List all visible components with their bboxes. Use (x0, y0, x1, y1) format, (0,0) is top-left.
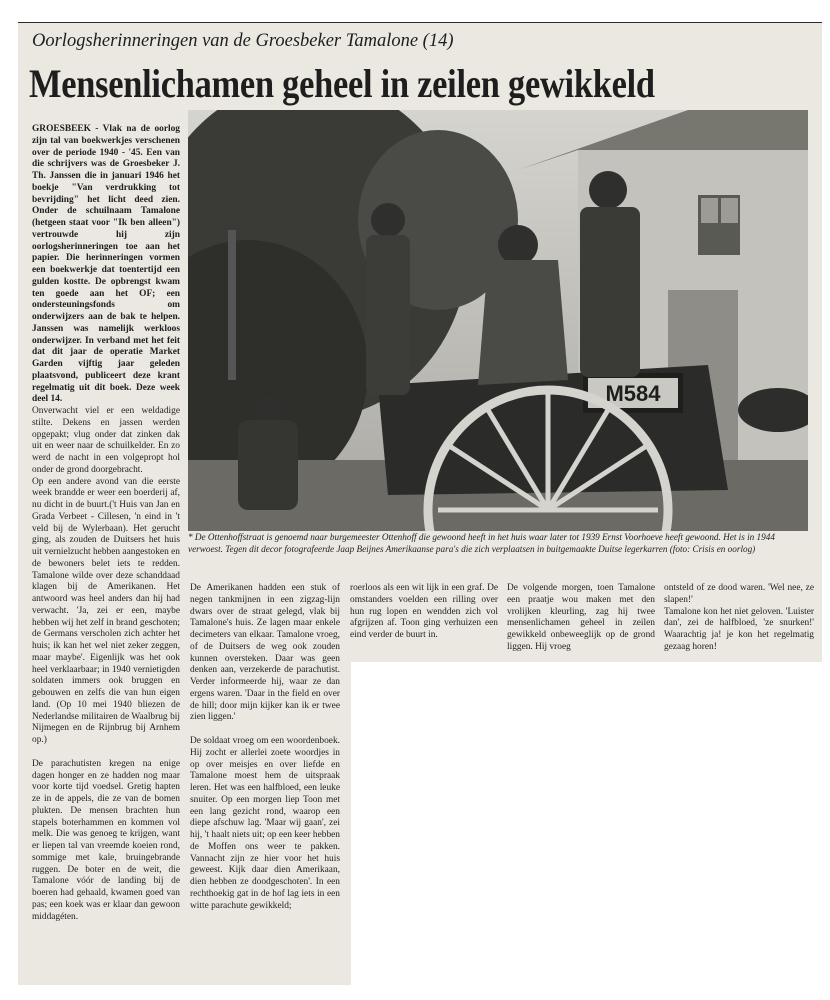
column-1 (32, 124, 180, 984)
col4-paragraph: De volgende morgen, toen Tamalone een praatje wou maken met den vrolijken kleurling, zag hij twee mensenlichamen geheel in zeilen gewikkeld onbeweeglijk op de grond liggen. Hij vroeg (507, 583, 655, 652)
col5-paragraph: ontsteld of ze dood waren. 'Wel nee, ze slapen!' (664, 583, 814, 605)
col5-paragraph: Tamalone kon het niet geloven. 'Luister dan', zei de halfbloed, 'ze snurken!' Waarachtig ja! je kon het regelmatig gezaag horen! (664, 606, 814, 652)
article-photo (188, 110, 808, 531)
col1-paragraph: Op een andere avond van die eerste week brandde er weer een boerderij af, nu dicht in de buurt.('t Huis van Jan en Grada Verbeet - Cillesen, 'n eind in 't veld bij de Wylerbaan). Het gerucht ging, als zouden de Duitsers het huis uit vernielzucht hebben aangestoken en de bewoners belet iets te redden. Tamalone wilde over deze schanddaad klagen bij de Amerikanen. Het antwoord was heel anders dan hij had verwacht. 'Ja, zei er een, maybe hebben wij het zelf in brand geschoten; de Germans verscholen zich achter het huis; ik kan het wel niet zeker zeggen, maar maybe'. Eigenlijk was het ook heel verklaarbaar; in 1940 vernietigden soldaten immers ook bruggen en gebouwen en zelfs die van hun eigen land. (Op 10 mei 1940 bliezen de Nederlandse militairen de Waalbrug bij Nijmegen en de Rijnbrug bij Arnhem op.) (32, 476, 180, 745)
col1-paragraph: De parachutisten kregen na enige dagen honger en ze hadden nog maar voor korte tijd voedsel. Gretig hapten ze in de appels, die ze van de bomen plukten. De mensen brachten hun stapels boterhammen en kommen vol melk. Die was genoeg te krijgen, want er liepen tal van vreemde koeien rond, sommige met kale, bruingebrande ruggen. De boter en de weit, die Tamalone vóór de landing bij de boeren had gehaald, kwamen goed van pas; een koek was er klaar dan gewoon middagéten. (32, 758, 180, 922)
col2-paragraph-a: De Amerikanen hadden een stuk of negen tankmijnen in een zigzag-lijn dwars over de straat gelegd, vlak bij Tamalone's huis. Ze lagen maar enkele decimeters van elkaar. Tamalone vroeg, of de Duitsers de weg ook zouden kunnen oversteken. Daar was geen denken aan, verzekerde de parachutist. Verder informeerde hij, waar ze dan ergens waren. 'Daar in the field en over de hill; door mijn kijker kan ik er twee zien liggen.' (190, 583, 340, 723)
col3-paragraph: roerloos als een wit lijk in een graf. De omstanders voelden een rilling over hun rug lopen en wendden zich vol afgrijzen af. Toon ging verhuizen een eind verder de buurt in. (350, 583, 498, 640)
article-kicker: Oorlogsherinneringen van de Groesbeker Tamalone (14) (32, 31, 454, 51)
cart-plate: M584 (605, 381, 661, 406)
column-4 (507, 583, 655, 663)
col2-paragraph-b: De soldaat vroeg om een woordenboek. Hij zocht er allerlei zoete woordjes in op over meisjes en over liefde en Tamalone moest hem de uitspraak leren. Het was een halfbloed, een leuke snuiter. Op een morgen liep Toon met een lang gezicht rond, waarop een diepe afschuw lag. 'Maar wij gaan', zei hij, 't haalt niets uit; op een keer hebben de Moffen ons weer te pakken. Vannacht zijn ze hier voor het huis geweest. Kijk daar dien Amerikaan, dien hebben ze doodgeschoten'. In een rechthoekig gat in de hof lag iets in een witte parachute gewikkeld; (190, 736, 340, 911)
top-rule (18, 22, 822, 23)
photo-caption: * De Ottenhoffstraat is genoemd naar burgemeester Ottenhoff die gewoond heeft in het huis waar later tot 1939 Ernst Voorhoeve heeft gewoond. Het is in 1944 verwoest. Tegen dit decor fotografeerde Jaap Beijnes Amerikaanse para's die zich verplaatsen in buitgemaakte Duitse legerkarren (foto: Crisis en oorlog) (188, 532, 775, 554)
column-3 (350, 583, 498, 663)
column-2 (190, 583, 340, 983)
column-5 (664, 583, 814, 663)
col1-paragraph: Onverwacht viel er een weldadige stilte. Dekens en jassen werden opgepakt; vlug onder dat zinken dak uit en weer naar de schuilkelder. En zo werd de nacht in een volgepropt hol onder de grond doorgebracht. (32, 406, 180, 475)
photo-soldiers-cart (188, 110, 808, 531)
article-intro: GROESBEEK - Vlak na de oorlog zijn tal van boekwerkjes verschenen over de periode 1940 - '45. Een van die schrijvers was de Groesbeker J. Th. Janssen die in januari 1946 het boekje "Van verdrukking tot bevrijding" het licht deed zien. Onder de schuilnaam Tamalone (hetgeen staat voor "Ik ben alleen") vertrouwde hij zijn oorlogsherinneringen toe aan het papier. Die herinneringen vormen een boekwerkje dat toentertijd een gulden kostte. De opbrengst kwam ten goede aan het OF; een ondersteuningsfonds om onderwijzers aan de bak te helpen. Janssen was namelijk werkloos onderwijzer. In verband met het feit dat dit jaar de operatie Market Garden vijftig jaar geleden plaatsvond, publiceert deze krant regelmatig uit dit boek. Deze week deel 14. (32, 124, 180, 405)
article-headline: Mensenlichamen geheel in zeilen gewikkeld (29, 61, 655, 106)
